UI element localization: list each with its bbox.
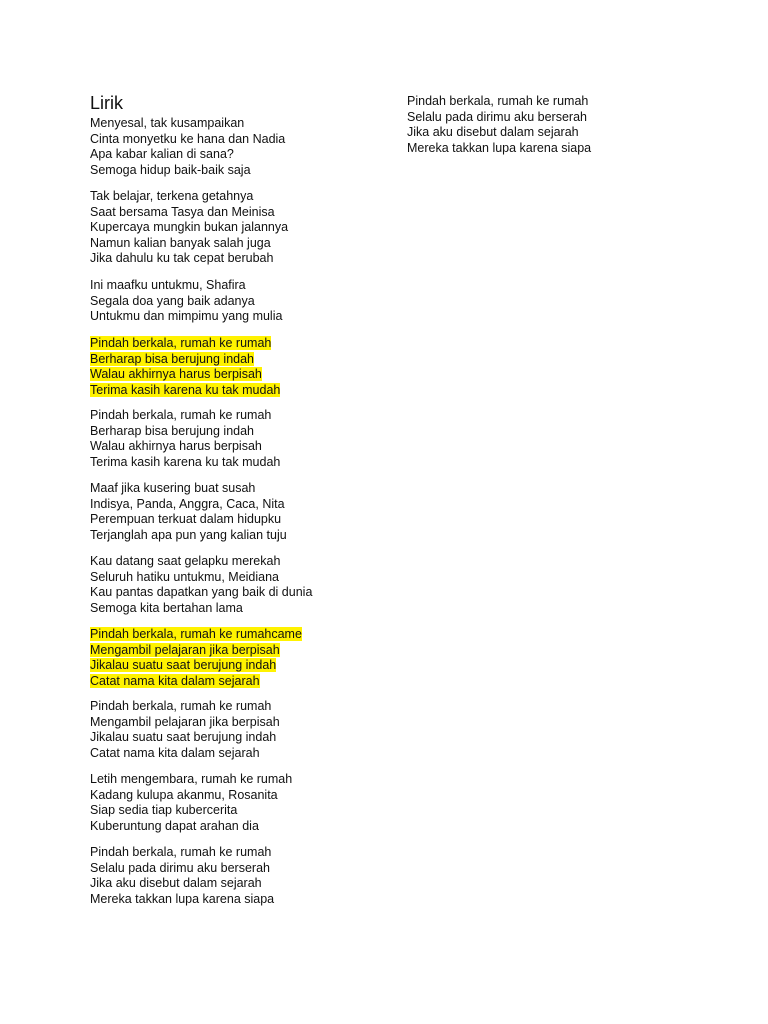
lyric-line-text: Siap sedia tiap kubercerita bbox=[90, 803, 238, 818]
lyric-line bbox=[90, 336, 370, 352]
lyric-line bbox=[90, 189, 370, 205]
lyric-line bbox=[90, 570, 370, 586]
stanza bbox=[90, 772, 370, 834]
lyric-line-text: Ini maafku untukmu, Shafira bbox=[90, 278, 246, 292]
lyric-line bbox=[90, 309, 370, 325]
lyric-line-text: Perempuan terkuat dalam hidupku bbox=[90, 512, 282, 527]
lyric-line bbox=[90, 803, 370, 819]
lyric-line-text: Jika aku disebut dalam sejarah bbox=[407, 125, 579, 140]
lyric-line-text: Catat nama kita dalam sejarah bbox=[90, 745, 260, 760]
lyric-line-text: Indisya, Panda, Anggra, Caca, Nita bbox=[90, 496, 285, 511]
lyric-line-text: Cinta monyetku ke hana dan Nadia bbox=[90, 131, 286, 146]
stanza bbox=[90, 116, 370, 178]
lyric-line bbox=[90, 528, 370, 544]
lyric-line-text: Pindah berkala, rumah ke rumahcame bbox=[90, 627, 302, 641]
lyric-line bbox=[90, 601, 370, 617]
stanza bbox=[90, 699, 370, 761]
lyric-line-text: Jika dahulu ku tak cepat berubah bbox=[90, 251, 274, 266]
stanza bbox=[90, 336, 370, 398]
lyric-line-text: Kupercaya mungkin bukan jalannya bbox=[90, 220, 289, 235]
lyric-line bbox=[90, 408, 370, 424]
lyric-line-text: Berharap bisa berujung indah bbox=[90, 351, 255, 366]
lyric-line bbox=[90, 892, 370, 908]
lyric-line-text: Mengambil pelajaran jika berpisah bbox=[90, 714, 280, 729]
lyric-line-text: Kau datang saat gelapku merekah bbox=[90, 554, 281, 568]
lyric-line bbox=[90, 772, 370, 788]
lyric-line bbox=[407, 110, 687, 126]
lyric-line-text: Menyesal, tak kusampaikan bbox=[90, 116, 245, 130]
stanza bbox=[90, 627, 370, 689]
stanza bbox=[90, 554, 370, 616]
stanza bbox=[90, 481, 370, 543]
lyric-line bbox=[90, 788, 370, 804]
lyric-line bbox=[90, 424, 370, 440]
lyric-line-text: Mereka takkan lupa karena siapa bbox=[90, 891, 275, 906]
lyric-line-text: Berharap bisa berujung indah bbox=[90, 423, 255, 438]
lyric-line-text: Tak belajar, terkena getahnya bbox=[90, 189, 254, 203]
lyric-line-text: Walau akhirnya harus berpisah bbox=[90, 367, 262, 382]
lyric-line bbox=[90, 220, 370, 236]
lyric-line-text: Namun kalian banyak salah juga bbox=[90, 235, 271, 250]
lyric-line-text: Mereka takkan lupa karena siapa bbox=[407, 140, 592, 155]
lyric-line-text: Jika aku disebut dalam sejarah bbox=[90, 876, 262, 891]
lyric-line bbox=[90, 147, 370, 163]
lyric-line-text: Kadang kulupa akanmu, Rosanita bbox=[90, 787, 278, 802]
lyric-line bbox=[90, 116, 370, 132]
lyric-line bbox=[90, 643, 370, 659]
lyric-line-text: Untukmu dan mimpimu yang mulia bbox=[90, 309, 283, 324]
lyric-line-text: Apa kabar kalian di sana? bbox=[90, 147, 234, 162]
lyric-line bbox=[90, 585, 370, 601]
lyric-line bbox=[90, 294, 370, 310]
lyric-line bbox=[90, 383, 370, 399]
lyric-line bbox=[90, 132, 370, 148]
lyric-line-text: Letih mengembara, rumah ke rumah bbox=[90, 772, 293, 786]
lyric-line bbox=[90, 658, 370, 674]
lyric-line bbox=[90, 439, 370, 455]
lyric-line bbox=[90, 251, 370, 267]
lyric-line-text: Terima kasih karena ku tak mudah bbox=[90, 454, 281, 469]
lyric-line-text: Pindah berkala, rumah ke rumah bbox=[90, 408, 272, 422]
lyric-line bbox=[90, 861, 370, 877]
lyric-line-text: Semoga kita bertahan lama bbox=[90, 600, 243, 615]
lyric-line bbox=[90, 455, 370, 471]
lyric-line-text: Jikalau suatu saat berujung indah bbox=[90, 730, 277, 745]
lyric-line-text: Jikalau suatu saat berujung indah bbox=[90, 658, 277, 673]
lyric-line bbox=[407, 125, 687, 141]
lyric-line-text: Pindah berkala, rumah ke rumah bbox=[90, 699, 272, 713]
lyric-line bbox=[90, 876, 370, 892]
lyric-line bbox=[90, 367, 370, 383]
stanza bbox=[90, 408, 370, 470]
stanza bbox=[90, 278, 370, 325]
lyric-line-text: Pindah berkala, rumah ke rumah bbox=[407, 94, 589, 108]
lyric-line-text: Selalu pada dirimu aku berserah bbox=[90, 860, 270, 875]
lyric-line bbox=[90, 715, 370, 731]
lyric-line-text: Semoga hidup baik-baik saja bbox=[90, 162, 251, 177]
lyric-line bbox=[90, 746, 370, 762]
lyric-line bbox=[90, 163, 370, 179]
lyric-line-text: Pindah berkala, rumah ke rumah bbox=[90, 845, 272, 859]
lyric-line-text: Catat nama kita dalam sejarah bbox=[90, 673, 260, 688]
lyric-line-text: Walau akhirnya harus berpisah bbox=[90, 439, 262, 454]
lyric-line bbox=[90, 205, 370, 221]
lyric-line bbox=[90, 497, 370, 513]
lyric-line bbox=[407, 141, 687, 157]
lyric-line bbox=[90, 512, 370, 528]
lyric-line-text: Seluruh hatiku untukmu, Meidiana bbox=[90, 569, 280, 584]
lyric-line-text: Pindah berkala, rumah ke rumah bbox=[90, 336, 272, 350]
lyric-line-text: Segala doa yang baik adanya bbox=[90, 293, 255, 308]
stanza bbox=[90, 189, 370, 267]
lyric-line-text: Kuberuntung dapat arahan dia bbox=[90, 818, 259, 833]
lyric-line bbox=[90, 845, 370, 861]
lyric-line bbox=[90, 236, 370, 252]
lyric-line-text: Saat bersama Tasya dan Meinisa bbox=[90, 204, 275, 219]
lyric-line bbox=[90, 278, 370, 294]
lyric-line bbox=[90, 699, 370, 715]
lyrics-title: Lirik bbox=[90, 93, 124, 113]
lyric-line bbox=[90, 627, 370, 643]
lyric-line bbox=[90, 730, 370, 746]
stanza bbox=[407, 94, 687, 156]
lyric-line bbox=[90, 352, 370, 368]
lyric-line-text: Maaf jika kusering buat susah bbox=[90, 481, 256, 495]
lyric-line-text: Terima kasih karena ku tak mudah bbox=[90, 382, 281, 397]
lyric-line-text: Kau pantas dapatkan yang baik di dunia bbox=[90, 585, 313, 600]
lyric-line bbox=[90, 819, 370, 835]
lyric-line-text: Mengambil pelajaran jika berpisah bbox=[90, 642, 280, 657]
lyric-line bbox=[90, 554, 370, 570]
stanza bbox=[90, 845, 370, 907]
lyric-line bbox=[90, 674, 370, 690]
lyric-line bbox=[407, 94, 687, 110]
lyric-line bbox=[90, 481, 370, 497]
lyric-line-text: Terjanglah apa pun yang kalian tuju bbox=[90, 527, 287, 542]
lyric-line-text: Selalu pada dirimu aku berserah bbox=[407, 109, 587, 124]
